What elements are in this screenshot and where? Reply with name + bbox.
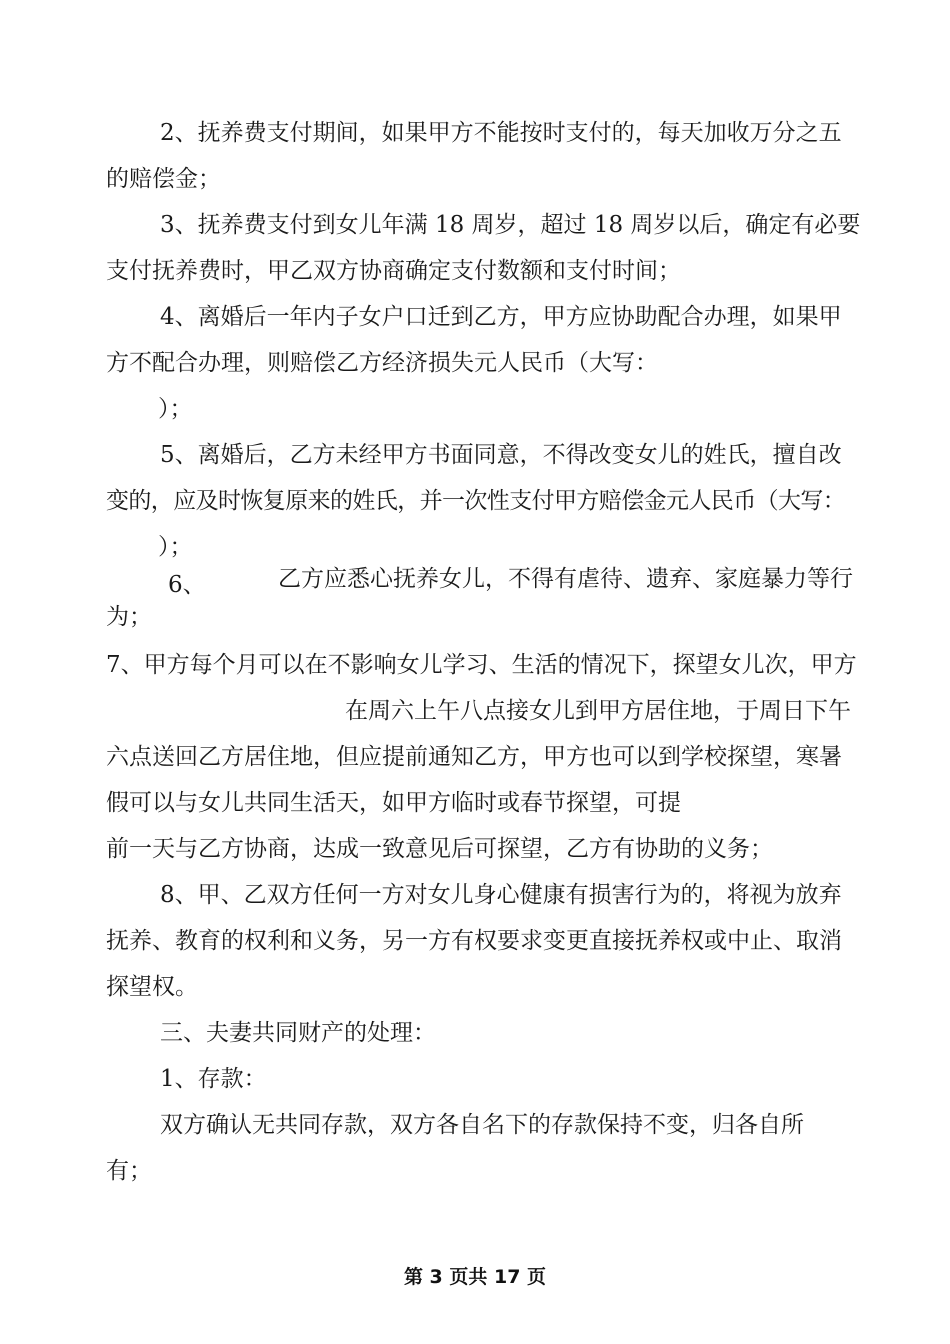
section-heading: 三、夫妻共同财产的处理： [160, 1020, 436, 1046]
text-line: 4、离婚后一年内子女户口迁到乙方，甲方应协助配合办理，如果甲 [160, 304, 842, 330]
text-line: 在周六上午八点接女儿到甲方居住地，于周日下午 [345, 698, 851, 724]
text-line: 为； [106, 604, 152, 630]
text-line: ）； [158, 396, 193, 422]
text-line: 的赔偿金； [106, 166, 221, 192]
text-line: 5、离婚后，乙方未经甲方书面同意，不得改变女儿的姓氏，擅自改 [160, 442, 842, 468]
text-line: 假可以与女儿共同生活天，如甲方临时或春节探望，可提 [106, 790, 681, 816]
text-line: 1、存款： [160, 1066, 267, 1092]
text-line: ）； [158, 534, 193, 560]
text-line: 乙方应悉心抚养女儿，不得有虐待、遗弃、家庭暴力等行 [278, 566, 853, 592]
text-line: 2、抚养费支付期间，如果甲方不能按时支付的，每天加收万分之五 [160, 120, 842, 146]
text-line: 8、甲、乙双方任何一方对女儿身心健康有损害行为的，将视为放弃 [160, 882, 842, 908]
text-line: 探望权。 [106, 974, 198, 1000]
text-line: 7、甲方每个月可以在不影响女儿学习、生活的情况下，探望女儿次，甲方 [106, 652, 857, 678]
text-line: 变的，应及时恢复原来的姓氏，并一次性支付甲方赔偿金元人民币（大写： [106, 488, 846, 514]
text-line: 6、 [168, 572, 206, 598]
text-line: 支付抚养费时，甲乙双方协商确定支付数额和支付时间； [106, 258, 681, 284]
text-line: 六点送回乙方居住地，但应提前通知乙方，甲方也可以到学校探望，寒暑 [106, 744, 842, 770]
text-line: 抚养、教育的权利和义务，另一方有权要求变更直接抚养权或中止、取消 [106, 928, 842, 954]
text-line: 前一天与乙方协商，达成一致意见后可探望，乙方有协助的义务； [106, 836, 773, 862]
page-number-footer: 第 3 页共 17 页 [403, 1266, 547, 1288]
text-line: 双方确认无共同存款，双方各自名下的存款保持不变，归各自所 [160, 1112, 804, 1138]
text-line: 方不配合办理，则赔偿乙方经济损失元人民币（大写： [106, 350, 658, 376]
text-line: 3、抚养费支付到女儿年满 18 周岁，超过 18 周岁以后，确定有必要 [160, 212, 861, 238]
text-line: 有； [106, 1158, 152, 1184]
